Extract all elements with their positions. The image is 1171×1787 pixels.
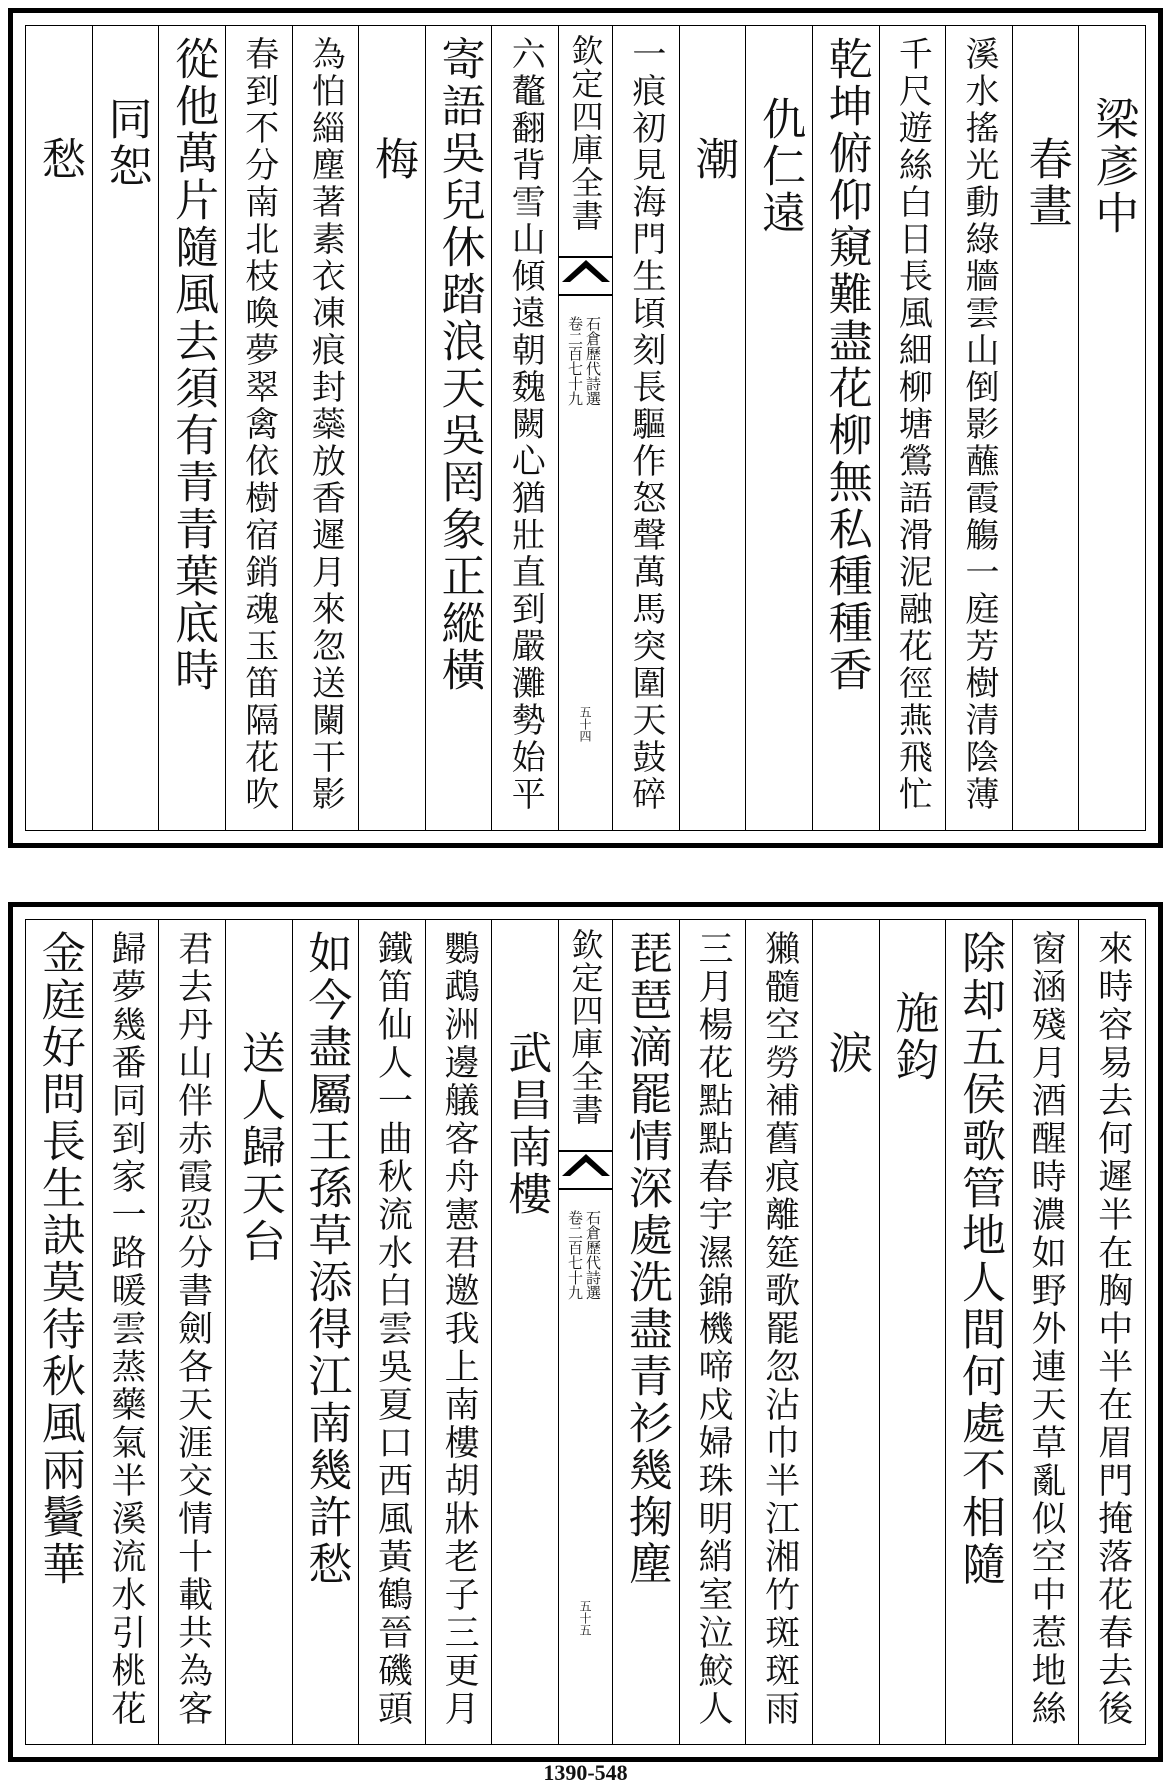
- text-column: [358, 26, 425, 830]
- text-column: [26, 26, 92, 830]
- text-column: [92, 920, 159, 1744]
- text-column: [158, 26, 225, 830]
- text-column: [1012, 26, 1079, 830]
- spine-page-number: 五十四: [578, 706, 592, 742]
- text-column: [425, 26, 492, 830]
- column-text: 君去丹山伴赤霞忍分書劍各天涯交情十載共為客: [172, 930, 213, 1728]
- column-text: 春到不分南北枝喚夢翠禽依樹宿銷魂玉笛隔花吹: [238, 36, 279, 813]
- column-text: 從他萬片隨風去須有青青葉底時: [167, 36, 219, 694]
- column-text: 金庭好問長生訣莫待秋風兩鬢華: [33, 930, 85, 1588]
- column-text: 如今盡屬王孫草添得江南幾許愁: [300, 930, 352, 1588]
- spine-volume: 卷二百七十九: [566, 1210, 584, 1300]
- column-text: 溪水搖光動綠牆雲山倒影蘸霞觴一庭芳樹清陰薄: [958, 36, 999, 813]
- text-column: [679, 920, 746, 1744]
- text-column: [612, 920, 679, 1744]
- text-column: [26, 920, 92, 1744]
- column-text: 潮: [687, 136, 739, 183]
- column-text: 仇仁遠: [754, 96, 806, 237]
- column-text: 鐵笛仙人一曲秋流水白雲吳夏口西風黃鶴晉磯頭: [372, 930, 413, 1728]
- text-column: [945, 26, 1012, 830]
- upper-page-text-frame: [25, 25, 1146, 831]
- text-column: [358, 920, 425, 1744]
- column-text: 為怕緇塵著素衣凍痕封蘂放香遲月來忽送闌干影: [305, 36, 346, 813]
- spine-title: 欽定四庫全書: [566, 928, 605, 1126]
- column-text: 千尺遊絲白日長風細柳塘鶯語滑泥融花徑燕飛忙: [892, 36, 933, 813]
- spine-title: 欽定四庫全書: [566, 34, 605, 232]
- column-text: 愁: [33, 136, 85, 183]
- text-column: [292, 26, 359, 830]
- text-column: [745, 26, 812, 830]
- text-column: [812, 26, 879, 830]
- text-column: [879, 26, 946, 830]
- spine-page-number: 五十五: [578, 1600, 592, 1636]
- spine-volume: 卷二百七十九: [566, 316, 584, 406]
- text-column: [745, 920, 812, 1744]
- text-column: [491, 920, 558, 1744]
- fish-tail-mark: [559, 256, 612, 296]
- lower-page-text-frame: [25, 919, 1146, 1745]
- column-text: 春晝: [1020, 136, 1072, 230]
- text-column: [491, 26, 558, 830]
- column-text: 琵琶滴罷情深處洗盡青衫幾掬塵: [620, 930, 672, 1588]
- column-text: 乾坤俯仰窺難盡花柳無私種種香: [820, 36, 872, 694]
- text-column: [812, 920, 879, 1744]
- column-text: 一痕初見海門生頃刻長驅作怒聲萬馬突圍天鼓碎: [625, 36, 666, 813]
- column-text: 六鼇翻背雪山傾遠朝魏闕心猶壯直到嚴灘勢始平: [505, 36, 546, 813]
- upper-page: [8, 8, 1163, 848]
- text-column: [679, 26, 746, 830]
- spine-source: 石倉歷代詩選: [584, 316, 602, 406]
- text-column: [292, 920, 359, 1744]
- column-text: 送人歸天台: [233, 1030, 285, 1265]
- column-text: 獺髓空勞補舊痕離筵歌罷忽沾巾半江湘竹斑斑雨: [759, 930, 800, 1728]
- column-text: 來時容易去何遲半在胸中半在眉門掩落花春去後: [1092, 930, 1133, 1728]
- column-text: 除却五侯歌管地人間何處不相隨: [953, 930, 1005, 1588]
- text-column: [225, 920, 292, 1744]
- text-column: [225, 26, 292, 830]
- page-number-footer: 1390-548: [543, 1760, 628, 1785]
- fish-tail-mark: [559, 1150, 612, 1190]
- text-column: [158, 920, 225, 1744]
- column-text: 淚: [820, 1030, 872, 1077]
- column-text: 梁彥中: [1087, 96, 1139, 237]
- center-spine: [558, 26, 612, 830]
- text-column: [1012, 920, 1079, 1744]
- column-text: 梅: [366, 136, 418, 183]
- text-column: [92, 26, 159, 830]
- text-column: [612, 26, 679, 830]
- text-column: [1078, 920, 1145, 1744]
- column-text: 同恕: [100, 96, 152, 190]
- column-text: 歸夢幾番同到家一路暖雲蒸藥氣半溪流水引桃花: [105, 930, 146, 1728]
- lower-page: [8, 902, 1163, 1762]
- column-text: 三月楊花點點春宇濕錦機啼戍婦珠明綃室泣鮫人: [692, 930, 733, 1728]
- column-text: 武昌南樓: [500, 1030, 552, 1218]
- text-column: [1078, 26, 1145, 830]
- column-text: 施鈞: [887, 990, 939, 1084]
- text-column: [425, 920, 492, 1744]
- text-column: [945, 920, 1012, 1744]
- column-text: 窗涵殘月酒醒時濃如野外連天草亂似空中惹地絲: [1026, 930, 1067, 1728]
- center-spine: [558, 920, 612, 1744]
- text-column: [879, 920, 946, 1744]
- column-text: 寄語吳兒休踏浪天吳罔象正縱橫: [433, 36, 485, 694]
- column-text: 鸚鵡洲邊艤客舟憲君邀我上南樓胡牀老子三更月: [439, 930, 480, 1728]
- spine-source: 石倉歷代詩選: [584, 1210, 602, 1300]
